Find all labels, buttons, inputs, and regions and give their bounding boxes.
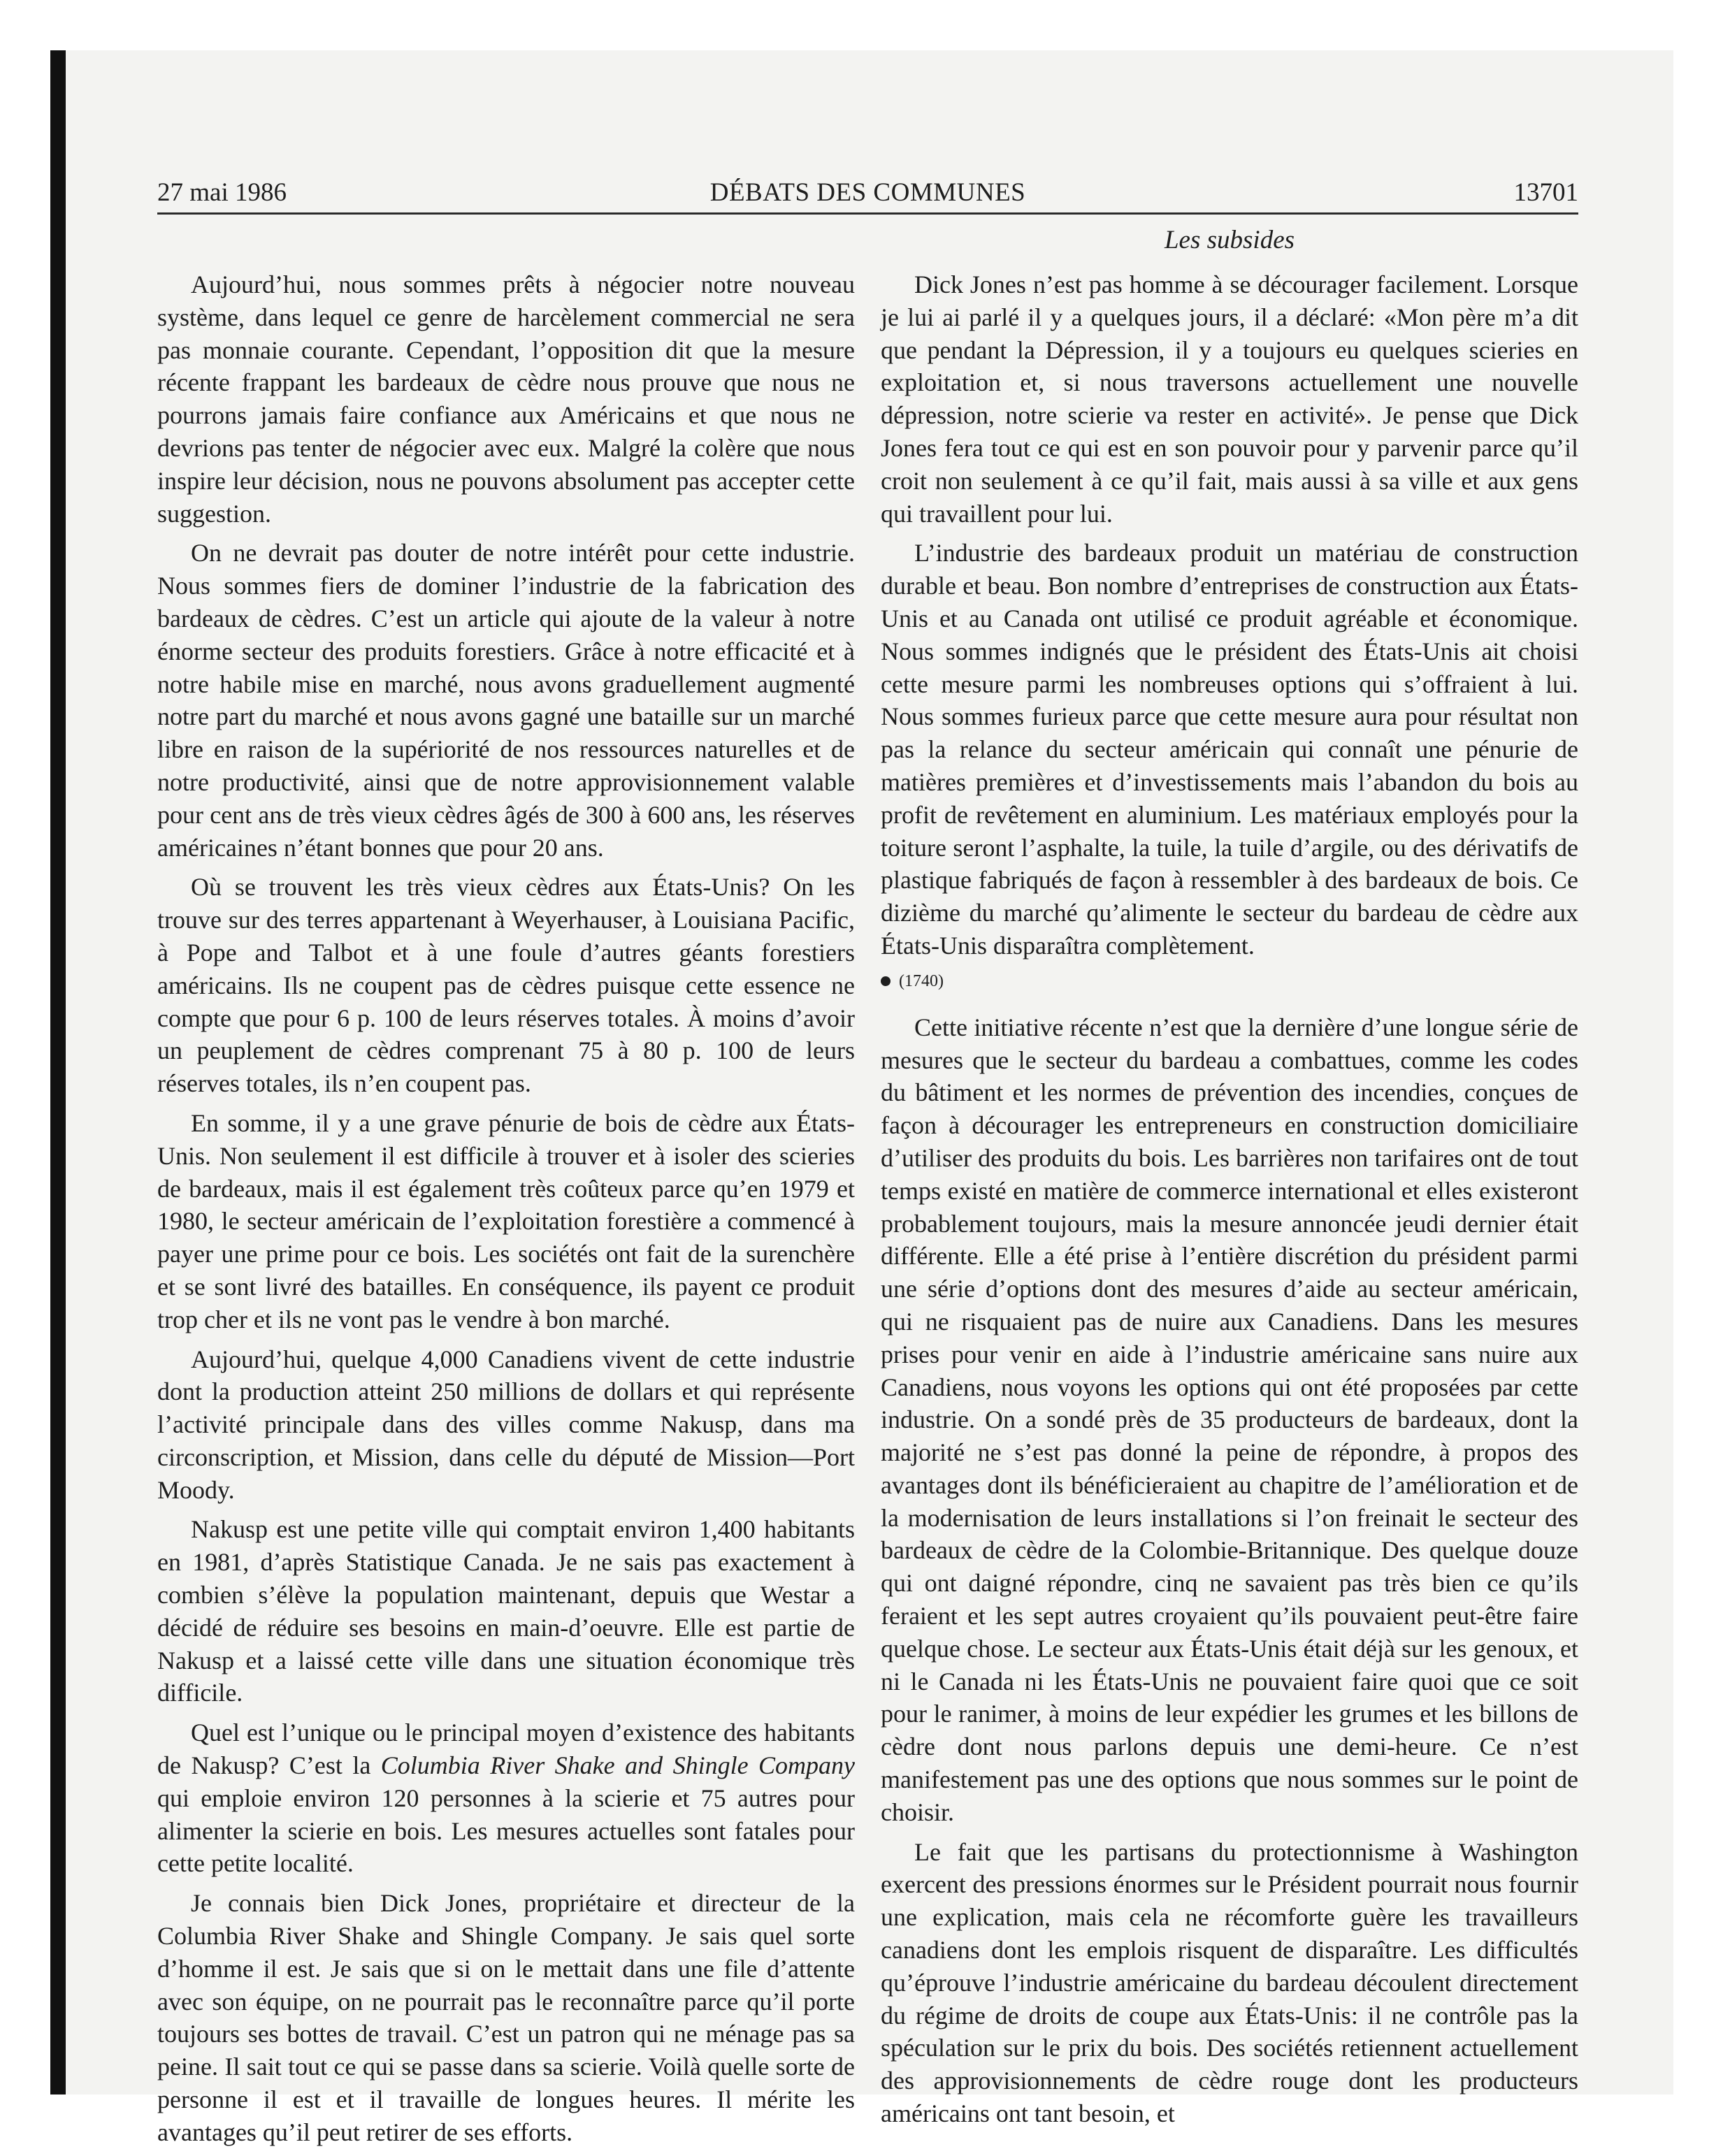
paragraph: L’industrie des bardeaux produit un matériau de construction durable et beau. Bon nombre d’entreprises de construction aux États-Unis et au Canada ont utilisé ce produit agréable et économique. Nous sommes indignés que le président des États-Unis ait choisi cette mesure parmi les nombreuses options qui s’offraient à lui. Nous sommes furieux parce que cette mesure aura pour résultat non pas la relance du secteur américain qui connaît une pénurie de matières premières et d’investissements mais l’abandon du bois au profit de revêtement en aluminium. Les matériaux employés pour la toiture seront l’asphalte, la tuile, la tuile d’argile, ou des dérivatifs de plastique fabriqués de façon à ressembler à des bardeaux de bois. Ce dizième du marché qu’alimente le secteur du bardeau de cèdre aux États-Unis disparaîtra complètement. <box>881 539 1578 960</box>
paragraph: On ne devrait pas douter de notre intérêt pour cette industrie. Nous sommes fiers de dominer l’industrie de la fabrication des bardeaux de cèdres. C’est un article qui ajoute de la valeur à notre énorme secteur des produits forestiers. Grâce à notre efficacité et à notre habile mise en marché, nous avons graduellement augmenté notre part du marché et nous avons gagné une bataille sur un marché libre en raison de la supériorité de nos ressources naturelles et de notre productivité, ainsi que de notre approvisionnement valable pour cent ans de très vieux cèdres âgés de 300 à 600 ans, les réserves américaines n’étant bonnes que pour 20 ans. <box>157 539 855 862</box>
company-name: Columbia River Shake and Shingle Company <box>380 1751 855 1780</box>
paragraph: Aujourd’hui, quelque 4,000 Canadiens vivent de cette industrie dont la production atteint 250 millions de dollars et qui représente l’activité principale dans des villes comme Nakusp, dans ma circonscription, et Mission, dans celle du député de Mission—Port Moody. <box>157 1345 855 1504</box>
paragraph <box>157 1716 855 1880</box>
section-title: Les subsides <box>1164 226 1295 254</box>
paragraph: Où se trouvent les très vieux cèdres aux États-Unis? On les trouve sur des terres appartenant à Weyerhauser, à Louisiana Pacific, à Pope and Talbot et à une foule d’autres géants forestiers américains. Ils ne coupent pas de cèdres puisque cette essence ne compte que pour 6 p. 100 de leurs réserves totales. À moins d’avoir un peuplement de cèdres comprenant 75 à 80 p. 100 de leurs réserves totales, ils n’en coupent pas. <box>157 873 855 1098</box>
left-column <box>157 268 855 2156</box>
header-title: DÉBATS DES COMMUNES <box>709 178 1026 207</box>
header-page-number: 13701 <box>1513 178 1578 207</box>
bullet-icon <box>881 976 891 986</box>
right-column <box>881 268 1578 2137</box>
paragraph: Nakusp est une petite ville qui comptait environ 1,400 habitants en 1981, d’après Statistique Canada. Je ne sais pas exactement à combien s’élève la population maintenant, depuis que Westar a décidé de réduire ses besoins en main-d’oeuvre. Elle est partie de Nakusp et a laissé cette ville dans une situation économique très difficile. <box>157 1515 855 1707</box>
paragraph: Je connais bien Dick Jones, propriétaire et directeur de la Columbia River Shake and Shingle Company. Je sais quel sorte d’homme il est. Je sais que si on le mettait dans une file d’attente avec son équipe, on ne pourrait pas le reconnaître parce qu’il porte toujours ses bottes de travail. C’est un patron qui ne ménage pas sa peine. Il sait tout ce qui se passe dans sa scierie. Voilà quelle sorte de personne il est et il travaille de longues heures. Il mérite les avantages qu’il peut retirer de ses efforts. <box>157 1889 855 2146</box>
paragraph-text: qui emploie environ 120 personnes à la scierie et 75 autres pour alimenter la scierie en bois. Les mesures actuelles sont fatales pour cette petite localité. <box>157 1784 855 1878</box>
paragraph: Cette initiative récente n’est que la dernière d’une longue série de mesures que le secteur du bardeau a combattues, comme les codes du bâtiment et les normes de prévention des incendies, conçues de façon à décourager les entrepreneurs en construction domiciliaire d’utiliser des produits du bois. Les barrières non tarifaires ont de tout temps existé en matière de commerce international et elles existeront probablement toujours, mais la mesure annoncée jeudi dernier était différente. Elle a été prise à l’entière discrétion du président parmi une série d’options dont des mesures d’aide au secteur américain, qui ne risquaient pas de nuire aux Canadiens. Dans les mesures prises pour venir en aide à l’industrie américaine sans nuire aux Canadiens, nous voyons les options qui ont été proposées par cette industrie. On a sondé près de 35 producteurs de bardeaux, dont la majorité ne s’est pas donné la peine de répondre, à propos des avantages dont ils bénéficieraient au chapitre de l’amélioration et de la modernisation de leurs installations si l’on freinait le secteur des bardeaux de cèdre de la Colombie-Britannique. Des quelque douze qui ont daigné répondre, cinq ne savaient pas très bien ce qu’ils feraient et les sept autres croyaient qu’ils pouvaient peut-être faire quelque chose. Le secteur aux États-Unis était déjà sur les genoux, et ni le Canada ni les États-Unis ne pouvaient faire quoi que ce soit pour le ranimer, à moins de leur expédier les grumes et les billons de cèdre dont nous parlons depuis une demi-heure. Ce n’est manifestement pas une des options que nous sommes sur le point de choisir. <box>881 1013 1578 1826</box>
header-date: 27 mai 1986 <box>157 178 287 207</box>
paragraph: En somme, il y a une grave pénurie de bois de cèdre aux États-Unis. Non seulement il est difficile à trouver et à isoler des scieries de bardeaux, mais il est également très coûteux parce qu’en 1979 et 1980, le secteur américain de l’exploitation forestière a commencé à payer une prime pour ce bois. Les sociétés ont fait de la surenchère et se sont livré des batailles. En conséquence, ils payent ce produit trop cher et ils ne vont pas le vendre à bon marché. <box>157 1108 855 1333</box>
paragraph: Aujourd’hui, nous sommes prêts à négocier notre nouveau système, dans lequel ce genre de harcèlement commercial ne sera pas monnaie courante. Cependant, l’opposition dit que la mesure récente frappant les bardeaux de cèdre nous prouve que nous ne pourrons jamais faire confiance aux Américains et que nous ne devrions pas tenter de négocier avec eux. Malgré la colère que nous inspire leur décision, nous ne pouvons absolument pas accepter cette suggestion. <box>157 270 855 528</box>
paragraph: Le fait que les partisans du protectionnisme à Washington exercent des pressions énormes sur le Président pourrait nous fournir une explication, mais cela ne récomforte guère les travailleurs canadiens dont les emplois risquent de disparaître. Les difficultés qu’éprouve l’industrie américaine du bardeau découlent directement du régime de droits de coupe aux États-Unis: il ne contrôle pas la spéculation sur le prix du bois. Des sociétés retiennent actuellement des approvisionnements de cèdre rouge dont les producteurs américains ont tant besoin, et <box>881 1837 1578 2128</box>
running-head <box>157 175 1578 215</box>
scan-edge <box>50 50 66 2094</box>
timestamp-marker <box>881 971 1578 992</box>
timestamp: (1740) <box>899 971 944 990</box>
paragraph: Dick Jones n’est pas homme à se décourager facilement. Lorsque je lui ai parlé il y a quelques jours, il a déclaré: «Mon père m’a dit que pendant la Dépression, il y a toujours eu quelques scieries en exploitation et, si nous traversons actuellement une nouvelle dépression, notre scierie va rester en activité». Je pense que Dick Jones fera tout ce qui est en son pouvoir pour y parvenir parce qu’il croit non seulement à ce qu’il fait, mais aussi à sa ville et aux gens qui travaillent pour lui. <box>881 270 1578 528</box>
paragraph-text: Quel est l’unique ou le principal moyen d’existence des habitants de Nakusp? C’est la <box>157 1719 855 1780</box>
